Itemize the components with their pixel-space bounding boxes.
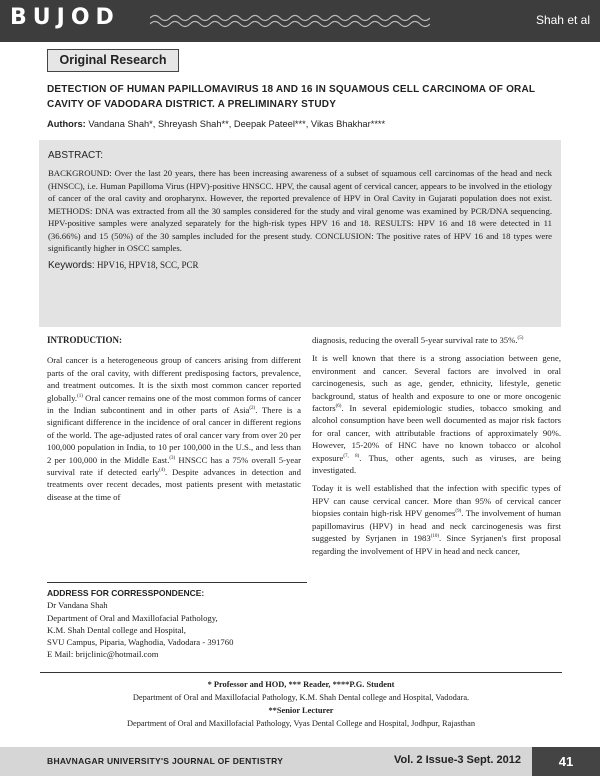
keywords-line [48, 260, 552, 271]
footnote-line: * Professor and HOD, *** Reader, ****P.G. Student [207, 680, 395, 689]
footnote-line: **Senior Lecturer [268, 706, 334, 715]
journal-header-bar [0, 0, 600, 42]
citation[interactable]: (3) [169, 455, 176, 461]
citation[interactable]: (10) [430, 534, 440, 540]
citation[interactable]: (2) [249, 406, 256, 412]
page-number: 41 [532, 747, 600, 776]
address-heading: ADDRESS FOR CORRESSPONDENCE: [47, 588, 205, 598]
body-paragraph: diagnosis, reducing the overall 5-year survival rate to 35%.$^{(5)}$ [312, 335, 524, 345]
intro-paragraph: Oral cancer is a heterogeneous group of cancers arising from different parts of the oral cavity, with different predisposing factors, prevalence, and treatment outcomes. It is the sixth most common cancer reported globally.$^{(1)}$ Oral cancer remains one of the most common forms of cancer in the Indian subcontinent and in other parts of Asia$^{(2)}$. There is a significant difference in the incidence of oral cancer in different regions of the world. The age-adjusted rates of oral cancer vary from over 20 per 100,000 population in India, to 10 per 100,000 in the U.S., and less than 2 per 100,000 in the Middle East.$^{(3)}$ HNSCC has a 75% overall 5-year survival rate if detected early$^{(4)}$. Despite advances in detection and treatments over recent decades, most patients present with metastatic disease at the time of [47, 355, 301, 502]
authors-line [47, 119, 567, 129]
body-paragraph: It is well known that there is a strong association between gene, environment and cancer. Several factors are involved in oral carcinogenesis, such as age, gender, ethnicity, lifestyle, genetic background, status of health and exposure to one or more oncogenic factors$^{(6)}$. In several epidemiologic studies, tobacco smoking and alcohol consumption have been well documented as major risk factors for oral cancer, with attributable fractions of approximately 90%. However, 15-20% of HNC have no known tobacco or alcohol exposure$^{(7, 8)}$. Thus, other agents, such as viruses, are being investigated. [312, 353, 561, 476]
footnote-line: Department of Oral and Maxillofacial Pathology, Vyas Dental College and Hospital, Jodhpur, Rajasthan [126, 719, 476, 728]
abstract-body: BACKGROUND: Over the last 20 years, there has been increasing awareness of a subset of squamous cell carcinomas of the head and neck (HNSCC), i.e. Human Papilloma Virus (HPV)-positive HNSCC. HPV, the causal agent of cervical cancer, appears to be involved in the etiology of cancer of the oral cavity and oropharynx. However, the reported prevalence of HPV in Oral Cavity in Gujarati population does not exist. METHODS: DNA was extracted from all the 30 samples considered for the study and viral genome was examined by PCR/DNA sequencing. HPV-positive samples were analyzed separately for the high-risk types HPV 16 and 18. RESULTS: HPV 16 and 18 were detected in 11 (36.66%) and 15 (50%) of the 30 samples included for the present study. CONCLUSION: The positive rates of HPV 16 and 18 types were significantly higher in OSCC samples. [48, 168, 552, 253]
citation[interactable]: (7, 8) [343, 453, 360, 459]
address-line: SVU Campus, Piparia, Waghodia, Vadodara - 391760 [47, 637, 234, 648]
authors-label: Authors: [47, 119, 86, 129]
citation[interactable]: (5) [517, 336, 524, 342]
journal-footer [0, 747, 600, 776]
right-column [312, 334, 561, 563]
abstract-box [39, 140, 561, 327]
volume-issue: Vol. 2 Issue-3 Sept. 2012 [394, 754, 521, 766]
wave-decoration [150, 12, 430, 30]
correspondence-address [47, 582, 307, 661]
keywords-list: HPV16, HPV18, SCC, PCR [96, 259, 199, 270]
authors-names: Vandana Shah*, Shreyash Shah**, Deepak Pateel***, Vikas Bhakhar**** [88, 119, 386, 129]
address-line: Dr Vandana Shah [47, 600, 108, 611]
body-paragraph: Today it is well established that the infection with specific types of HPV can cause cervical cancer. More than 95% of cervical cancer biopsies contain high-risk HPV genomes$^{(9)}$. The involvement of human papillomavirus (HPV) in head and neck carcinogenesis was first suggested by Syrjanen in 1983$^{(10)}$. Since Syrjanen's first proposal regarding the involvement of HPV in head and neck cancer, [312, 483, 561, 556]
keywords-label: Keywords: [48, 259, 95, 271]
article-type-badge: Original Research [47, 49, 179, 72]
citation[interactable]: (4) [159, 468, 165, 474]
journal-logo: BUJOD [10, 5, 120, 30]
running-author: Shah et al [535, 13, 590, 27]
journal-name: BHAVNAGAR UNIVERSITY'S JOURNAL OF DENTISTRY [47, 756, 284, 766]
address-line: K.M. Shah Dental college and Hospital, [47, 624, 186, 635]
email-address[interactable]: E Mail: brijclinic@hotmail.com [47, 649, 159, 660]
address-line: Department of Oral and Maxillofacial Pathology, [47, 612, 218, 623]
citation[interactable]: (1) [77, 393, 83, 399]
abstract-heading: ABSTRACT: [48, 150, 104, 161]
article-title: DETECTION OF HUMAN PAPILLOMAVIRUS 18 AND 16 IN SQUAMOUS CELL CARCINOMA OF ORAL CAVITY OF VADODARA DISTRICT. A PRELIMINARY STUDY [47, 84, 536, 110]
citation[interactable]: (9) [455, 509, 462, 515]
footnote-line: Department of Oral and Maxillofacial Pathology, K.M. Shah Dental college and Hospital, Vadodara. [132, 693, 470, 702]
left-column [47, 334, 301, 509]
introduction-heading: INTRODUCTION: [47, 335, 123, 345]
citation[interactable]: (6) [335, 404, 342, 410]
affiliation-footnote [40, 672, 562, 730]
